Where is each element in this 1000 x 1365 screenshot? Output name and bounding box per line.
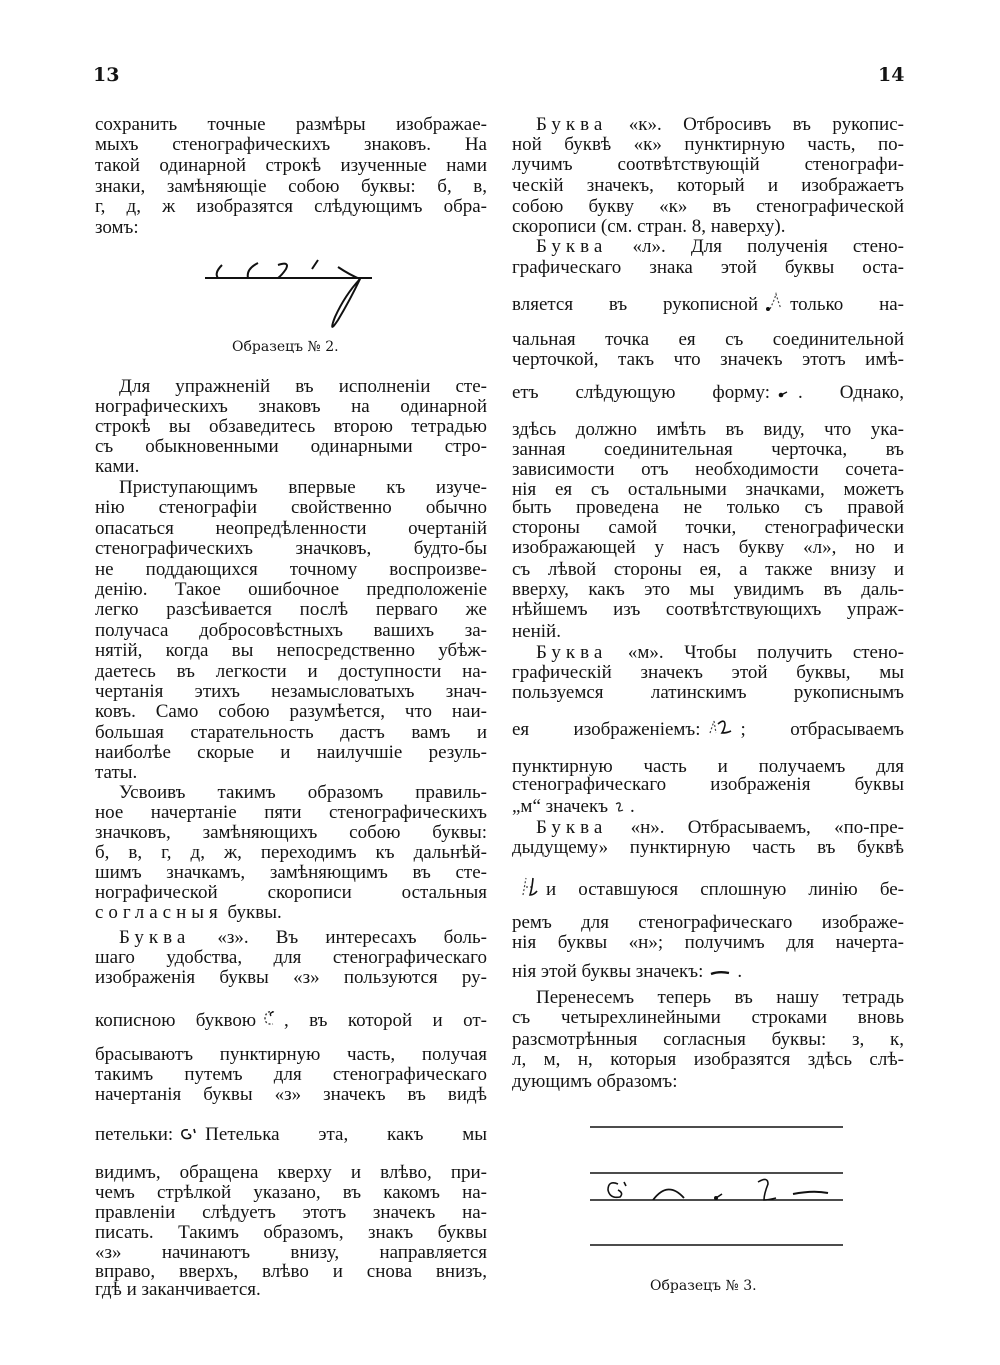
left-text-line: стенографическихъ значковъ, будто-бы [95,538,487,559]
sample-2-figure [200,245,380,335]
page-number-left: 13 [93,64,120,86]
right-text-line: и оставшуюся сплошную линію бе- [512,875,904,899]
left-text-line: писать. Такимъ образомъ, знакъ буквы [95,1222,487,1243]
spaced-emphasis: Буква [536,642,608,663]
sample-2-caption: Образецъ № 2. [232,339,339,355]
left-text-line: «з» начинаютъ внизу, направляется [95,1242,487,1263]
left-text-line: Буква «з». Въ интересахъ боль- [119,927,487,948]
right-text-line: графическій значекъ этой буквы, мы [512,662,904,683]
left-text-line: Приступающимъ впервые къ изуче- [119,477,487,498]
right-text-line: нѣйшемъ изъ соотвѣтствующихъ упраж- [512,599,904,620]
left-text-line: вправо, вверхъ, влѣво и снова внизъ, [95,1261,487,1282]
left-text-line: изображенія буквы «з» пользуются ру- [95,967,487,988]
right-text-line: Буква «н». Отбрасываемъ, «по-пре- [536,817,904,838]
left-text-line: съ обыкновенными одинарными стро- [95,436,487,457]
right-text-line: Буква «м». Чтобы получить стено- [536,642,904,663]
sample-3-caption: Образецъ № 3. [650,1278,757,1294]
loop-sign-icon [179,1124,199,1147]
right-text-line: ческій значекъ, который и изображаетъ [512,175,904,196]
left-text-line: значковъ, замѣняющихъ собою буквы: [95,822,487,843]
left-text-line: чертанія этихъ незамысловатыхъ знач- [95,681,487,702]
right-text-line: скорописи (см. стран. 8, наверху). [512,216,786,237]
left-text-line: такой одинарной строкѣ изученные нами [95,155,487,176]
right-text-line: собою букву «к» въ стенографической [512,196,904,217]
right-text-line: занная соединительная черточка, въ [512,439,904,460]
left-text-line: сохранить точные размѣры изображае- [95,114,487,135]
left-text-line: нію стенографіи свойственно обычно [95,497,487,518]
right-text-line: „м“ значекъ . [512,795,904,819]
spaced-emphasis: Буква [536,236,608,257]
right-text-line: чальная точка ея съ соединительной [512,329,904,350]
page-number-right: 14 [878,64,905,86]
right-text-line: неній. [512,621,561,642]
right-text-line: ной буквѣ «к» пунктирную часть, по- [512,134,904,155]
left-text-line: гдѣ и заканчивается. [95,1279,261,1300]
right-text-line: разсмотрѣнныя согласныя буквы: з, к, [512,1029,904,1050]
left-text-line: легко разсѣивается послѣ перваго же [95,599,487,620]
right-text-line: съ четырехлинейными строками вновь [512,1007,904,1028]
right-text-line: черточкой, такъ что значекъ этотъ имѣ- [512,349,904,370]
right-text-line: графическаго знака этой буквы оста- [512,257,904,278]
left-text-line: согласныя буквы. [95,902,282,923]
left-text-line: нятій, когда вы непосредственно убѣж- [95,640,487,661]
left-text-line: таты. [95,762,138,783]
left-text-line: опасаться неопредѣленности очертаній [95,518,487,539]
right-text-line: пунктирную часть и получаемъ для [512,756,904,777]
left-text-line: даетесь въ легкости и доступности на- [95,661,487,682]
left-text-line: знаки, замѣняющіе собою буквы: б, в, [95,176,487,197]
left-text-line: начертанія буквы «з» значекъ въ видѣ [95,1084,487,1105]
right-text-line: съ лѣвой стороны ея, а также внизу и [512,559,904,580]
right-text-line: Буква «к». Отбросивъ въ рукопис- [536,114,904,135]
left-text-line: петельки: Петелька эта, какъ мы [95,1123,487,1147]
spaced-emphasis: Буква [536,817,608,838]
left-text-line: ковъ. Само собою разумѣется, что наи- [95,701,487,722]
left-text-line: кописною буквою , въ которой и от- [95,1008,487,1032]
right-text-line: зависимости отъ необходимости сочета- [512,459,904,480]
left-text-line: ное начертаніе пяти стенографическихъ [95,802,487,823]
left-text-line: Для упражненій въ исполненіи сте- [119,376,487,397]
right-text-line: дыдущему» пунктирную часть въ буквѣ [512,837,904,858]
right-text-line: стороны самой точки, стенографически [512,517,904,538]
spaced-emphasis: согласныя [95,902,223,923]
spaced-emphasis: Буква [536,114,608,135]
right-text-line: лучимъ соотвѣтствующій стенографи- [512,154,904,175]
left-text-line: большая старательность дастъ вамъ и [95,722,487,743]
left-text-line: строкѣ вы обзаведитесь второю тетрадью [95,416,487,437]
right-text-line: ея изображеніемъ: ; отбрасываемъ [512,716,904,740]
left-text-line: видимъ, обращена кверху и влѣво, при- [95,1162,487,1183]
right-text-line: етъ слѣдующую форму: . Однако, [512,381,904,405]
left-text-line: шаго удобства, для стенографическаго [95,947,487,968]
right-text-line: л, м, н, которыя изобразятся здѣсь слѣ- [512,1049,904,1070]
right-text-line: быть проведена не только съ правой [512,497,904,518]
sample-3-figure [588,1120,848,1255]
right-text-line: Буква «л». Для полученія стено- [536,236,904,257]
dot-sign-icon [776,382,792,405]
right-text-line: дующимъ образомъ: [512,1071,678,1092]
left-text-line: ками. [95,456,140,477]
left-text-line: такимъ путемъ для стенографическаго [95,1064,487,1085]
left-text-line: наиболѣе скорые и наилучшіе резуль- [95,742,487,763]
left-text-line: чемъ стрѣлкой указано, въ какомъ на- [95,1182,487,1203]
right-text-line: здѣсь должно имѣть въ виду, что ука- [512,419,904,440]
left-text-line: нографическихъ знаковъ на одинарной [95,396,487,417]
left-text-line: получаса добросовѣстныхъ вашихъ за- [95,620,487,641]
right-text-line: пользуемся латинскимъ рукописнымъ [512,682,904,703]
handwritten-m-icon [707,716,735,740]
right-text-line: нія ея съ остальными значками, можетъ [512,479,904,500]
right-text-line: вверху, какъ это мы увидимъ въ даль- [512,579,904,600]
left-text-line: брасываютъ пунктирную часть, получая [95,1044,487,1065]
right-text-line: ремъ для стенографическаго изображе- [512,912,904,933]
dash-sign-icon [709,961,731,984]
left-text-line: мыхъ стенографическихъ знаковъ. На [95,134,487,155]
left-text-line: г, д, ж изобразятся слѣдующимъ обра- [95,196,487,217]
spaced-emphasis: Буква [119,927,191,948]
left-text-line: правленіи слѣдуетъ этотъ значекъ на- [95,1202,487,1223]
right-text-line: изображающей у насъ букву «л», но и [512,537,904,558]
handwritten-l-icon [764,291,784,315]
left-text-line: нографической скорописи остальныя [95,882,487,903]
left-text-line: зомъ: [95,217,139,238]
right-text-line: стенографическаго изображенія буквы [512,774,904,795]
right-text-line: нія буквы «н»; получимъ для начерта- [512,932,904,953]
left-text-line: Усвоивъ такимъ образомъ правиль- [119,782,487,803]
handwritten-z-icon [262,1008,278,1032]
left-text-line: денію. Такое ошибочное предположеніе [95,579,487,600]
right-text-line: Перенесемъ теперь въ нашу тетрадь [536,987,904,1008]
handwritten-n-icon [518,875,540,899]
left-text-line: б, в, г, д, ж, переходимъ къ дальнѣй- [95,842,487,863]
left-text-line: не поддающихся точному воспроизве- [95,559,487,580]
right-text-line: вляется въ рукописной только на- [512,291,904,315]
left-text-line: шимъ значкамъ, замѣняющимъ въ сте- [95,862,487,883]
right-text-line: нія этой буквы значекъ: . [512,960,904,984]
